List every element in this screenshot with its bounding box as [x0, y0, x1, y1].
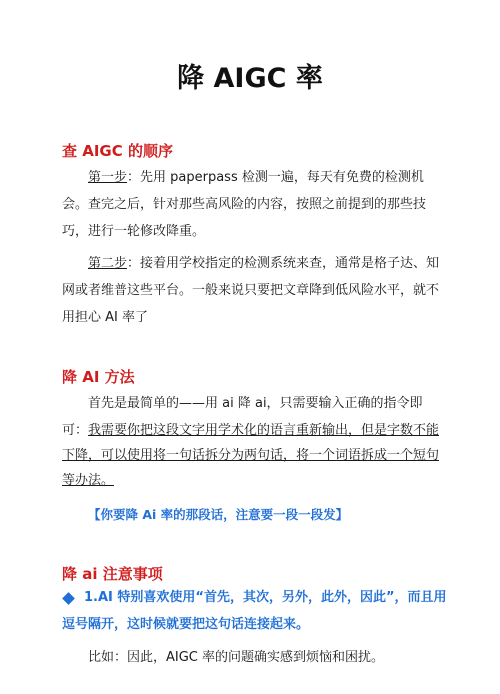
section-heading-check-order: 查 AIGC 的顺序 — [62, 142, 173, 160]
note-text: 【你要降 Ai 率的那段话，注意要一段一段发】 — [88, 507, 349, 522]
prompt-text: 我需要你把这段文字用学术化的语言重新输出，但是字数不能下降，可以使用将一句话拆分为两句话，将一个词语拆成一个短句等办法。 — [62, 423, 440, 488]
methods-intro: 首先是最简单的——用 ai 降 ai，只需要输入正确的指令即可： — [62, 396, 423, 438]
example-text: 比如：因此，AIGC 率的问题确实感到烦恼和困扰。 — [88, 650, 385, 665]
step2-label: 第二步 — [88, 256, 128, 271]
section-heading-notes: 降 ai 注意事项 — [62, 565, 163, 583]
step2-paragraph — [62, 250, 442, 331]
step1-paragraph — [62, 164, 442, 245]
step2-text: ：接着用学校指定的检测系统来查，通常是格子达、知网或者维普这些平台。一般来说只要把文章降到低风险水平，就不用担心 AI 率了 — [62, 256, 440, 325]
step1-label: 第一步 — [88, 170, 128, 185]
section-heading-methods: 降 AI 方法 — [62, 368, 135, 386]
note-point-1: 1.AI 特别喜欢使用“首先，其次，另外，此外，因此”，而且用逗号隔开，这时候就要把这句话连接起来。 — [62, 590, 447, 632]
step1-text: ：先用 paperpass 检测一遍，每天有免费的检测机会。查完之后，针对那些高风险的内容，按照之前提到的那些技巧，进行一轮修改降重。 — [62, 170, 427, 239]
page-title: 降 AIGC 率 — [177, 63, 323, 94]
